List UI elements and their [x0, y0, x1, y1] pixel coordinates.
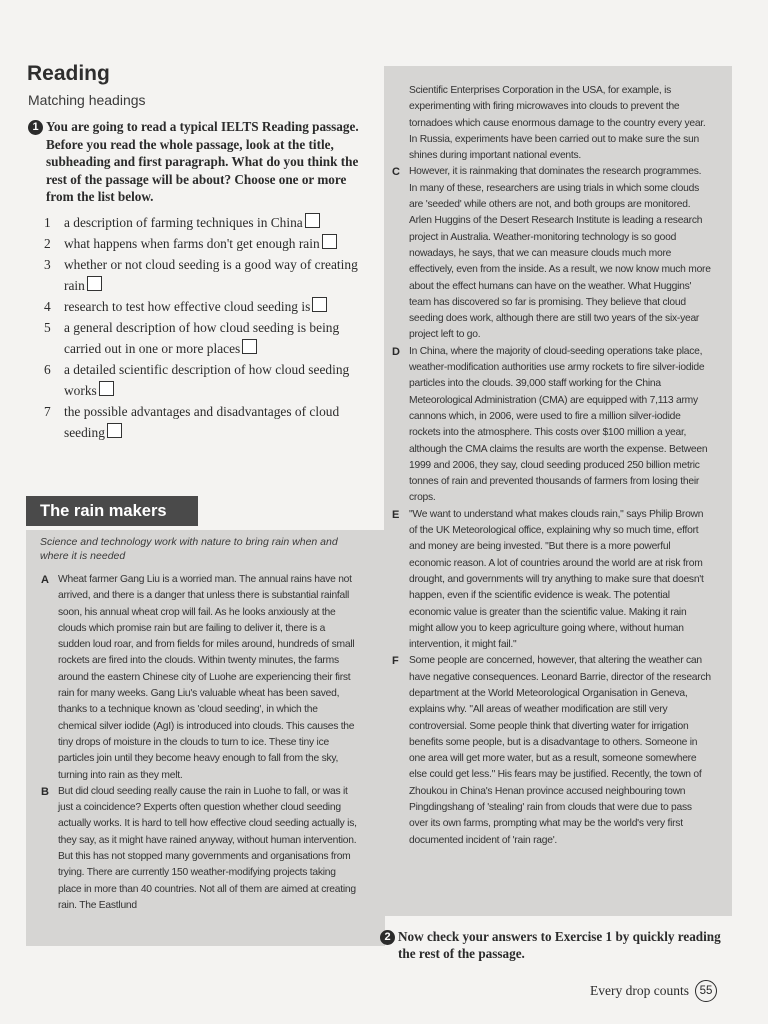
- paragraph-text: In China, where the majority of cloud-seeding operations take place, weather-modification authorities use army rockets to fire silver-iodide particles into the clouds. 39,000 staff working for the China Meteorological Administration (CMA) are equipped with 7,113 army cannons which, in 2006, were used to fire a million silver-iodide rockets into the atmosphere. This costs over $100 million a year, although the CMA claims the results are worth the expense. Between 1999 and 2006, they say, cloud seeding produced 250 billion metric tonnes of rain and prevented thousands of farmers from losing their crops.: [409, 345, 708, 504]
- option-text: a detailed scientific description of how cloud seeding works: [64, 362, 350, 398]
- option-checkbox[interactable]: [107, 423, 122, 438]
- section-title: Reading: [27, 62, 110, 85]
- article-title: The rain makers: [26, 496, 198, 526]
- page-footer: [590, 980, 717, 1002]
- exercise-2-text: Now check your answers to Exercise 1 by quickly reading the rest of the passage.: [398, 929, 721, 961]
- paragraph-c: [392, 164, 711, 343]
- option-number: 5: [44, 320, 51, 335]
- paragraph-letter: C: [392, 166, 400, 179]
- option-number: 2: [44, 236, 51, 251]
- option-number: 6: [44, 362, 51, 377]
- paragraph-a: [41, 572, 358, 784]
- option-item: [44, 296, 374, 317]
- option-list: [44, 212, 374, 443]
- option-number: 3: [44, 257, 51, 272]
- paragraph-text: "We want to understand what makes clouds rain," says Philip Brown of the UK Meteorological office, explaining why so much time, effort and money are being invested. "But there is a more powerful economic reason. A lot of countries around the world are at risk from drought, and governments will try anything to make sure that doesn't happen, even if the scientific evidence is weak. The potential economic value is greater than the scientific value. Making it rain might allow you to keep agriculture going where, without human intervention, it might fail.": [409, 508, 704, 651]
- paragraph-letter: D: [392, 345, 400, 358]
- paragraph-b-continued: [409, 83, 711, 164]
- exercise-1-text: You are going to read a typical IELTS Reading passage. Before you read the whole passage, look at the title, subheading and first paragraph. What do you think the rest of the passage will be about? Choose one or more from the list below.: [46, 119, 359, 205]
- option-item: [44, 317, 374, 359]
- paragraph-text: Scientific Enterprises Corporation in the USA, for example, is experimenting with firing microwaves into clouds to prevent the tornadoes which cause enormous damage to the country every year. In Russia, experiments have been carried out to make sure the sun shines during important national events.: [409, 85, 706, 162]
- page-number: 55: [695, 980, 717, 1002]
- paragraph-letter: A: [41, 574, 49, 586]
- option-checkbox[interactable]: [312, 297, 327, 312]
- exercise-number-badge: 1: [28, 120, 43, 135]
- paragraph-text: Some people are concerned, however, that altering the weather can have negative consequences. Leonard Barrie, director of the research department at the World Meteorological Organisation in Geneva, explains why. "All areas of weather modification are still very controversial. Some people think that diverting water for irrigation benefits some people, but is a disadvantage to others. Someone in one area will get more water, but as a result, someone somewhere else could get less." His fears may be justified. Recently, the town of Zhoukou in China's Henan province accused neighbouring town Pingdingshang of 'stealing' rain from clouds that were due to pass over its own farms, prompting what may be the world's very first documented incident of 'rain rage'.: [409, 655, 711, 846]
- option-text: what happens when farms don't get enough rain: [64, 236, 320, 251]
- paragraph-text: Wheat farmer Gang Liu is a worried man. The annual rains have not arrived, and there is a danger that unless there is substantial rainfall soon, his annual wheat crop will fail. As he looks anxiously at the clouds which promise rain but are failing to deliver it, there is a sudden loud roar, and from fields for miles around, hundreds of small rockets are fired into the clouds. Within twenty minutes, the farms around the eastern Chinese city of Luohe are experiencing their first rain for many weeks. Gang Liu's valuable wheat has been saved, thanks to a technique known as 'cloud seeding', in which the chemical silver iodide (AgI) is introduced into clouds. This causes the tiny drops of moisture in the clouds to turn to ice. These tiny ice particles join until they become heavy enough to fall from the sky, turning into rain as they melt.: [58, 574, 355, 781]
- paragraph-letter: B: [41, 785, 49, 798]
- option-number: 7: [44, 404, 51, 419]
- paragraph-text: But did cloud seeding really cause the rain in Luohe to fall, or was it just a coincidence? Experts often question whether cloud seeding actually works. It is hard to tell how effective cloud seeding actually is, they say, as it might have rained anyway, without human intervention. But this has not stopped many governments and organisations from trying. There are currently 150 weather-modifying projects taking place in more than 40 countries. Not all of them are aimed at creating rain. The Eastlund: [58, 785, 357, 911]
- option-text: a description of farming techniques in China: [64, 215, 303, 230]
- option-checkbox[interactable]: [305, 213, 320, 228]
- exercise-number-badge: 2: [380, 930, 395, 945]
- paragraph-e: [392, 507, 711, 654]
- paragraph-letter: E: [392, 508, 400, 521]
- option-text: whether or not cloud seeding is a good way of creating rain: [64, 257, 358, 293]
- article-column-left: [41, 572, 358, 914]
- option-checkbox[interactable]: [99, 381, 114, 396]
- option-number: 4: [44, 299, 51, 314]
- option-item: [44, 254, 374, 296]
- option-text: research to test how effective cloud seeding is: [64, 299, 311, 314]
- article-column-right: [392, 83, 711, 849]
- exercise-1-instruction: [28, 118, 368, 206]
- paragraph-text: However, it is rainmaking that dominates the research programmes. In many of these, researchers are using trials in which some clouds are 'seeded' while others are not, and both groups are monitored. Arlen Huggins of the Desert Research Institute is leading a research project in Australia. Weather-monitoring technology is so good nowadays, he says, that we can measure clouds much more effectively, even from the inside. As a result, we now know much more about the effect humans can have on the weather. What Huggins' team has discovered so far is promising. They believe that cloud seeding does work, although there are still two years of the six-year project left to go.: [409, 166, 711, 341]
- option-item: [44, 233, 374, 254]
- option-checkbox[interactable]: [242, 339, 257, 354]
- exercise-2-instruction: [380, 928, 725, 962]
- option-checkbox[interactable]: [322, 234, 337, 249]
- running-title: Every drop counts: [590, 983, 689, 998]
- paragraph-f: [392, 653, 711, 849]
- option-text: a general description of how cloud seeding is being carried out in one or more places: [64, 320, 340, 356]
- paragraph-d: [392, 344, 711, 507]
- section-subtitle: Matching headings: [28, 92, 146, 108]
- article-subheading: Science and technology work with nature to bring rain when and where it is needed: [40, 536, 338, 562]
- option-item: [44, 212, 374, 233]
- paragraph-b: [41, 784, 358, 914]
- option-number: 1: [44, 215, 51, 230]
- option-item: [44, 401, 374, 443]
- option-checkbox[interactable]: [87, 276, 102, 291]
- paragraph-letter: F: [392, 655, 399, 668]
- option-text: the possible advantages and disadvantages of cloud seeding: [64, 404, 340, 440]
- option-item: [44, 359, 374, 401]
